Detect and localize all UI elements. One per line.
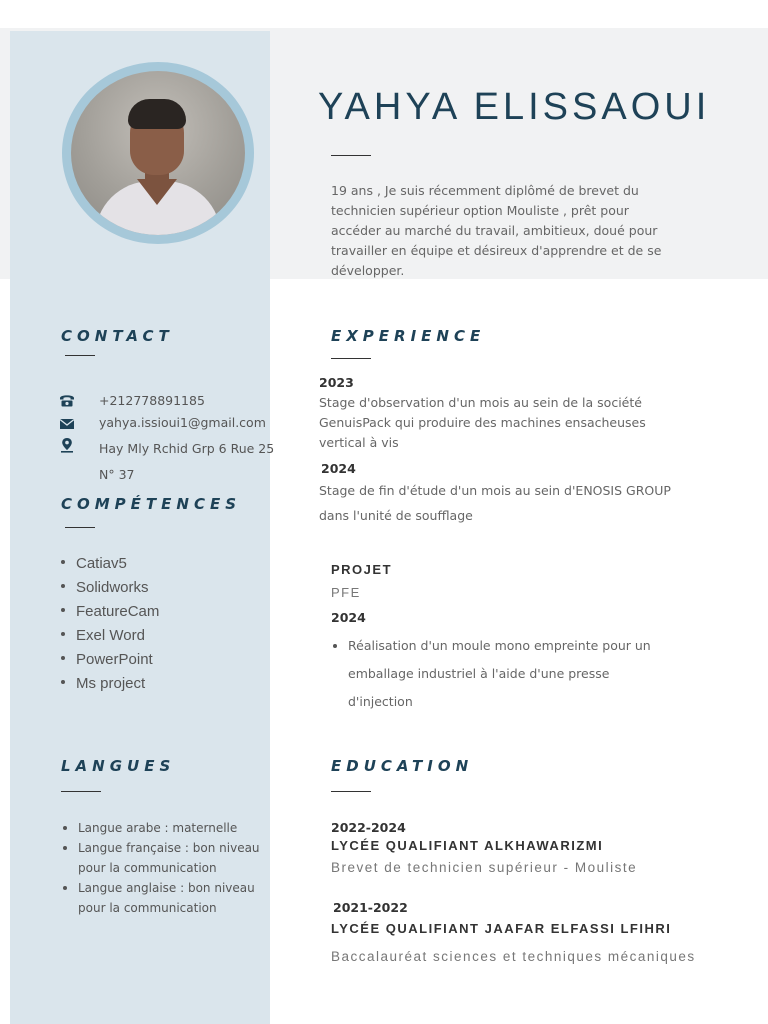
project-list <box>331 632 671 716</box>
languages-list <box>62 818 262 918</box>
list-item: Exel Word <box>58 624 159 648</box>
experience-description: Stage d'observation d'un mois au sein de la société GenuisPack qui produire des machines ensacheuses vertical à vis <box>319 395 646 450</box>
education-years: 2022-2024 <box>331 820 406 835</box>
list-item: Langue française : bon niveau pour la communication <box>62 838 262 878</box>
location-pin-icon <box>59 437 75 453</box>
project-subheading: PFE <box>331 585 361 600</box>
experience-title: EXPERIENCE <box>331 327 486 345</box>
list-item: Langue arabe : maternelle <box>62 818 262 838</box>
education-degree: Brevet de technicien supérieur - Mouliste <box>331 860 638 875</box>
list-item: PowerPoint <box>58 648 159 672</box>
education-divider <box>331 791 371 792</box>
list-item: Réalisation d'un moule mono empreinte pour un emballage industriel à l'aide d'une presse d'injection <box>331 632 671 716</box>
education-school: LYCÉE QUALIFIANT ALKHAWARIZMI <box>331 838 604 853</box>
project-heading: PROJET <box>331 562 393 577</box>
project-year: 2024 <box>331 610 366 625</box>
education-years: 2021-2022 <box>333 900 408 915</box>
phone-icon <box>59 392 75 408</box>
contact-address-line1: Hay Mly Rchid Grp 6 Rue 25 <box>99 441 275 456</box>
list-item: FeatureCam <box>58 600 159 624</box>
education-degree: Baccalauréat sciences et techniques mécaniques <box>331 949 696 964</box>
contact-divider <box>65 355 95 356</box>
list-item: Solidworks <box>58 576 159 600</box>
skills-title: COMPÉTENCES <box>61 495 242 513</box>
contact-phone: +212778891185 <box>99 393 205 408</box>
skills-divider <box>65 527 95 528</box>
intro-text: 19 ans , Je suis récemment diplômé de brevet du technicien supérieur option Mouliste , prêt pour accéder au marché du travail, ambitieux, doué pour travailler en équipe et désireux d'apprendre et de se développer. <box>331 183 662 278</box>
name-divider <box>331 155 371 156</box>
education-title: EDUCATION <box>331 757 474 775</box>
contact-title: CONTACT <box>61 327 174 345</box>
mail-icon <box>59 416 75 432</box>
contact-address-line2: N° 37 <box>99 467 135 482</box>
list-item: Langue anglaise : bon niveau pour la communication <box>62 878 262 918</box>
skills-list <box>58 552 159 696</box>
languages-divider <box>61 791 101 792</box>
experience-year: 2023 <box>319 375 354 390</box>
contact-email: yahya.issioui1@gmail.com <box>99 415 266 430</box>
candidate-name: YAHYA ELISSAOUI <box>318 86 711 128</box>
experience-year: 2024 <box>321 461 356 476</box>
experience-description: Stage de fin d'étude d'un mois au sein d'ENOSIS GROUP dans l'unité de soufflage <box>319 483 671 523</box>
languages-title: LANGUES <box>61 757 176 775</box>
education-school: LYCÉE QUALIFIANT JAAFAR ELFASSI LFIHRI <box>331 921 672 936</box>
list-item: Catiav5 <box>58 552 159 576</box>
profile-photo <box>71 71 245 235</box>
experience-divider <box>331 358 371 359</box>
list-item: Ms project <box>58 672 159 696</box>
